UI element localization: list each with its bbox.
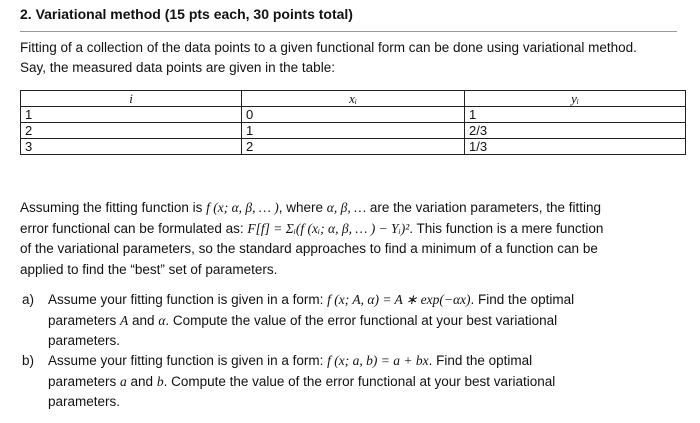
table-header-i: i [21, 91, 242, 107]
text-run: parameters [48, 312, 121, 328]
intro-line-1: Fitting of a collection of the data points to a given functional form can be done using variational method. [20, 40, 637, 55]
question-b-line-2 [48, 372, 668, 393]
table-cell: 2/3 [465, 123, 686, 139]
table-cell: 1 [21, 107, 242, 123]
text-run: . Compute the value of the error functional at your best variational [165, 312, 558, 328]
assumption-paragraph [20, 198, 680, 280]
text-run: Assume your fitting function is given in a form: [48, 353, 328, 368]
paragraph-line-4: applied to find the “best” set of parameters. [20, 261, 278, 277]
question-b [22, 351, 668, 413]
table-cell: 3 [21, 139, 242, 155]
data-table [20, 90, 686, 155]
table-row [21, 123, 686, 139]
question-a-line-2 [48, 311, 668, 332]
table-header-y: yᵢ [465, 91, 686, 107]
math-param-a: a [120, 373, 127, 389]
math-param-b: b [156, 373, 164, 389]
math-error-functional: F[f] = Σᵢ(f (xᵢ; α, β, … ) − Yᵢ)² [247, 220, 410, 236]
question-a-line-1 [48, 290, 668, 311]
math-parameters: α, β, … [326, 200, 367, 215]
table-cell: 2 [21, 123, 242, 139]
text-run: . This function is a mere function [409, 220, 604, 236]
table-cell: 1 [465, 107, 686, 123]
text-run: . Compute the value of the error functional at your best variational [163, 373, 556, 389]
math-param-alpha: α [158, 312, 166, 328]
table-cell: 2 [242, 139, 465, 155]
text-run: and [128, 312, 159, 328]
heading-divider [20, 31, 677, 32]
text-run: Assuming the fitting function is [20, 200, 207, 215]
table-row [21, 139, 686, 155]
table-header-row [21, 91, 686, 107]
table-row [21, 107, 686, 123]
question-a [22, 290, 668, 352]
table-cell: 1/3 [465, 139, 686, 155]
table-cell: 0 [242, 107, 465, 123]
math-fitting-function: f (x; α, β, … ) [206, 200, 279, 215]
question-b-line-1 [48, 351, 668, 372]
text-run: . Find the optimal [428, 353, 533, 368]
paragraph-line-2 [20, 219, 680, 240]
text-run: parameters [48, 373, 121, 389]
question-a-line-3: parameters. [48, 333, 121, 348]
intro-line-2: Say, the measured data points are given in the table: [20, 60, 335, 75]
text-run: Assume your fitting function is given in a form: [48, 292, 328, 307]
paragraph-line-1 [20, 198, 680, 219]
question-b-line-3: parameters. [48, 394, 121, 409]
text-run: error functional can be formulated as: [20, 220, 248, 236]
question-a-label: a) [22, 292, 35, 307]
text-run: . Find the optimal [470, 292, 575, 307]
paragraph-line-3: of the variational parameters, so the standard approaches to find a minimum of a function can be [20, 241, 598, 256]
math-param-A: A [120, 312, 129, 328]
question-b-label: b) [22, 353, 35, 368]
table-cell: 1 [242, 123, 465, 139]
text-run: and [126, 373, 157, 389]
math-exp-function: f (x; A, α) = A ∗ exp(−αx) [327, 292, 471, 307]
section-heading: 2. Variational method (15 pts each, 30 points total) [20, 6, 353, 22]
text-run: are the variation parameters, the fitting [366, 200, 601, 215]
text-run: , where [278, 200, 327, 215]
table-header-x: xᵢ [242, 91, 465, 107]
intro-text [20, 38, 690, 78]
math-linear-function: f (x; a, b) = a + bx [327, 353, 429, 368]
